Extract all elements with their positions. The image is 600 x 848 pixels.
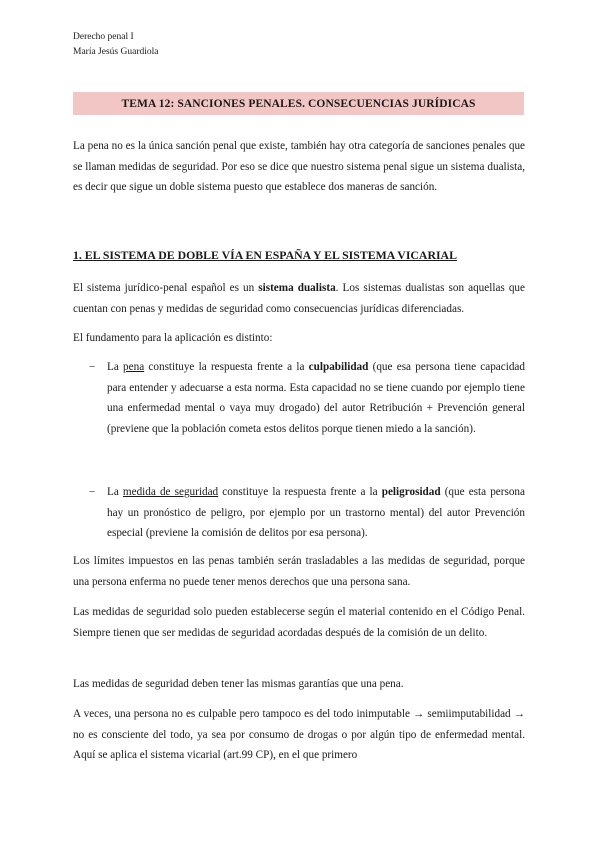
paragraph-vicarial-text: A veces, una persona no es culpable pero tampoco es del todo inimputable → semiimputabilidad → no es consciente del todo, ya sea por consumo de drogas o por algún tipo de enfermedad mental. Aquí se aplica el sistema vicarial (art.99 CP), en el que primero [73, 708, 525, 761]
section-heading-text: 1. EL SISTEMA DE DOBLE VÍA EN ESPAÑA Y EL SISTEMA VICARIAL [73, 248, 457, 262]
text-run: constituye la respuesta frente a la [144, 361, 309, 373]
chapter-title-text: TEMA 12: SANCIONES PENALES. CONSECUENCIAS JURÍDICAS [121, 97, 476, 110]
list-item-medida-text [107, 482, 525, 544]
paragraph-limites-text: Los límites impuestos en las penas también serán trasladables a las medidas de seguridad, porque una persona enferma no puede tener menos derechos que una persona sana. [73, 555, 525, 588]
underlined-term: medida de seguridad [122, 486, 219, 498]
paragraph-garantias [73, 674, 525, 695]
paragraph-codigo-penal [73, 602, 525, 643]
text-run: La [107, 361, 124, 373]
paragraph-dualist [73, 278, 525, 319]
paragraph-limites [73, 551, 525, 592]
paragraph-fundamento-text: El fundamento para la aplicación es distinto: [73, 332, 273, 344]
text-run: . Los sistemas dualistas son aquellas que cuentan con penas y medidas de seguridad como consecuencias jurídicas diferenciadas. [73, 282, 525, 315]
text-run: La [107, 486, 123, 498]
dash-bullet: − [89, 486, 96, 498]
header-author: María Jesús Guardiola [73, 47, 159, 57]
list-item-medida [89, 482, 525, 544]
section-heading [73, 248, 525, 263]
bold-term: culpabilidad [308, 361, 369, 373]
chapter-title [73, 92, 524, 115]
text-run: El sistema jurídico-penal español es un [73, 282, 259, 294]
header-course: Derecho penal I [73, 32, 134, 42]
list-item-pena [89, 357, 525, 439]
paragraph-codigo-penal-text: Las medidas de seguridad solo pueden establecerse según el material contenido en el Código Penal. Siempre tienen que ser medidas de seguridad acordadas después de la comisión de un delito. [73, 606, 525, 639]
paragraph-vicarial [73, 704, 525, 766]
underlined-term: pena [123, 361, 145, 373]
text-run: constituye la respuesta frente a la [218, 486, 382, 498]
paragraph-dualist-text [73, 278, 525, 319]
list-item-pena-text [107, 357, 525, 439]
paragraph-garantias-text: Las medidas de seguridad deben tener las mismas garantías que una pena. [73, 678, 404, 690]
intro-text: La pena no es la única sanción penal que existe, también hay otra categoría de sanciones penales que se llaman medidas de seguridad. Por eso se dice que nuestro sistema penal sigue un sistema dualista, es decir que sigue un doble sistema puesto que establece dos maneras de sanción. [73, 140, 525, 193]
paragraph-fundamento [73, 328, 525, 349]
bold-term: sistema dualista [258, 282, 336, 294]
document-header [73, 30, 158, 60]
text-run: (que esa persona tiene capacidad para entender y adecuarse a esta norma. Esta capacidad no se tiene cuando por ejemplo tiene una enfermedad mental o vaya muy drogado) del autor Retribución + Prevención general (previene que la población cometa estos delitos porque tienen miedo a la sanción). [107, 361, 525, 435]
dash-bullet: − [89, 361, 96, 373]
intro-paragraph [73, 136, 525, 198]
bold-term: peligrosidad [381, 486, 441, 498]
text-run: (que esta persona hay un pronóstico de peligro, por ejemplo por un trastorno mental) del autor Prevención especial (previene la comisión de delitos por esa persona). [107, 486, 525, 539]
